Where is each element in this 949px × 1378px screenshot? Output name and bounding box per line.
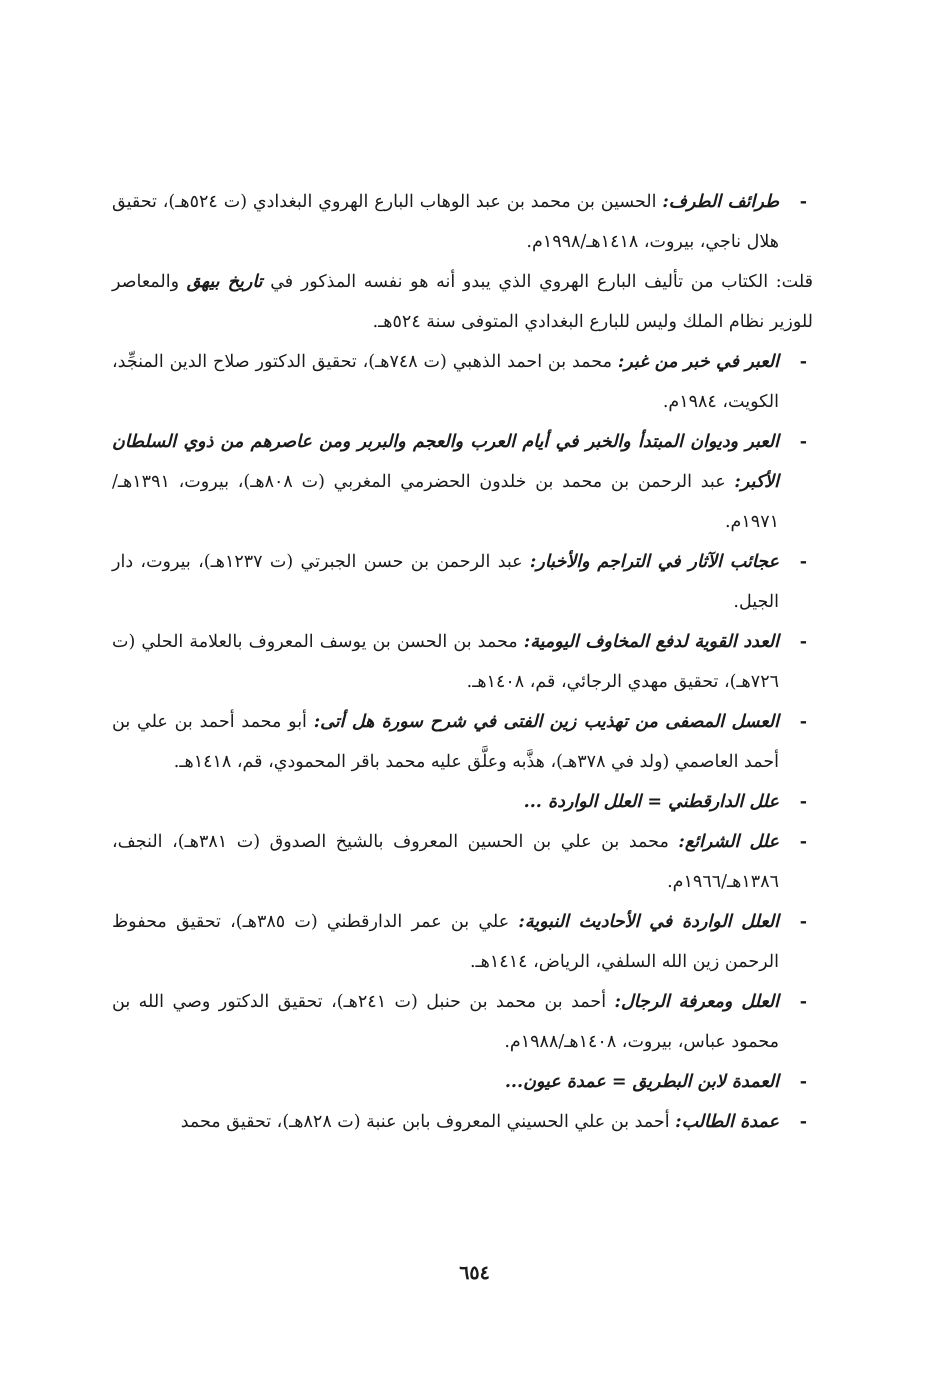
entry-title: علل الدارقطني = العلل الواردة ... (523, 792, 779, 812)
entry-title: عجائب الآثار في التراجم والأخبار: (529, 552, 779, 572)
entry-ilal-al-daraqutni (112, 782, 813, 822)
entry-al-ibar-wa-diwan (112, 422, 813, 542)
bullet-dash: - (799, 632, 807, 652)
entry-title: العدد القوية لدفع المخاوف اليومية: (523, 632, 779, 652)
bullet-dash: - (799, 552, 807, 572)
entry-title: العبر في خبر من غبر: (617, 352, 779, 372)
entry-body: الحسين بن محمد بن عبد الوهاب البارع الهروي البغدادي (ت ٥٢٤هـ)، تحقيق هلال ناجي، بيروت، ١٤١٨هـ/١٩٩٨م. (112, 192, 779, 252)
entry-body: أبو محمد أحمد بن علي بن أحمد العاصمي (ولد في ٣٧٨هـ)، هذَّبه وعلَّق عليه محمد باقر المحمودي، قم، ١٤١٨هـ. (112, 712, 779, 772)
entry-title: العمدة لابن البطريق = عمدة عيون... (504, 1072, 779, 1092)
entry-body: محمد بن احمد الذهبي (ت ٧٤٨هـ)، تحقيق الدكتور صلاح الدين المنجِّد، الكويت، ١٩٨٤م. (112, 352, 779, 412)
bullet-dash: - (799, 432, 807, 452)
entry-al-ibar-fi-khabar (112, 342, 813, 422)
entry-title: علل الشرائع: (678, 832, 779, 852)
entry-al-ilal-al-warida (112, 902, 813, 982)
entry-body: أحمد بن علي الحسيني المعروف بابن عنبة (ت ٨٢٨هـ)، تحقيق محمد (180, 1112, 676, 1132)
entry-body: علي بن عمر الدارقطني (ت ٣٨٥هـ)، تحقيق محفوظ الرحمن زين الله السلفي، الرياض، ١٤١٤هـ. (112, 912, 779, 972)
entry-body: محمد بن علي بن الحسين المعروف بالشيخ الصدوق (ت ٣٨١هـ)، النجف، ١٣٨٦هـ/١٩٦٦م. (112, 832, 779, 892)
entry-body: أحمد بن محمد بن حنبل (ت ٢٤١هـ)، تحقيق الدكتور وصي الله بن محمود عباس، بيروت، ١٤٠٨هـ/١٩٨٨م. (112, 992, 779, 1052)
entry-ilal-al-sharai (112, 822, 813, 902)
bullet-dash: - (799, 1072, 807, 1092)
page-number: ٦٥٤ (459, 1262, 490, 1284)
entry-title: العبر وديوان المبتدأ والخبر في أيام العرب والعجم والبربر ومن عاصرهم من ذوي السلطان الأكبر: (112, 432, 779, 492)
entry-tarayif-al-taraf (112, 182, 813, 262)
entry-body: عبد الرحمن بن حسن الجبرتي (ت ١٢٣٧هـ)، بيروت، دار الجيل. (112, 552, 779, 612)
entry-umdat-al-talib (112, 1102, 813, 1142)
bullet-dash: - (799, 1112, 807, 1132)
bullet-dash: - (799, 832, 807, 852)
entry-ajaib-al-athar (112, 542, 813, 622)
entry-body: عبد الرحمن بن محمد بن خلدون الحضرمي المغربي (ت ٨٠٨هـ)، بيروت، ١٣٩١هـ/١٩٧١م. (112, 472, 779, 532)
bullet-dash: - (799, 712, 807, 732)
note-paragraph (112, 262, 813, 342)
entry-title: طرائف الطرف: (662, 192, 779, 212)
bibliography-page (112, 182, 813, 1142)
entry-al-umda-li-ibn-al-bitriq (112, 1062, 813, 1102)
entry-title: العلل الواردة في الأحاديث النبوية: (518, 912, 779, 932)
note-prefix: قلت: الكتاب من تأليف البارع الهروي الذي يبدو أنه هو نفسه المذكور في (262, 272, 813, 292)
bullet-dash: - (799, 792, 807, 812)
entry-al-udad-al-qawiyya (112, 622, 813, 702)
entry-al-asal-al-musaffa (112, 702, 813, 782)
bullet-dash: - (799, 912, 807, 932)
note-suffix: والمعاصر للوزير نظام الملك وليس للبارع البغدادي المتوفى سنة ٥٢٤هـ. (112, 272, 813, 332)
note-title: تاريخ بيهق (186, 272, 263, 292)
entry-title: عمدة الطالب: (675, 1112, 779, 1132)
bullet-dash: - (799, 192, 807, 212)
entry-al-ilal-wa-marifat (112, 982, 813, 1062)
entry-body: محمد بن الحسن بن يوسف المعروف بالعلامة الحلي (ت ٧٢٦هـ)، تحقيق مهدي الرجائي، قم، ١٤٠٨هـ. (112, 632, 779, 692)
bullet-dash: - (799, 992, 807, 1012)
entry-title: العسل المصفى من تهذيب زين الفتى في شرح سورة هل أتى: (313, 712, 779, 732)
entry-title: العلل ومعرفة الرجال: (614, 992, 779, 1012)
bullet-dash: - (799, 352, 807, 372)
